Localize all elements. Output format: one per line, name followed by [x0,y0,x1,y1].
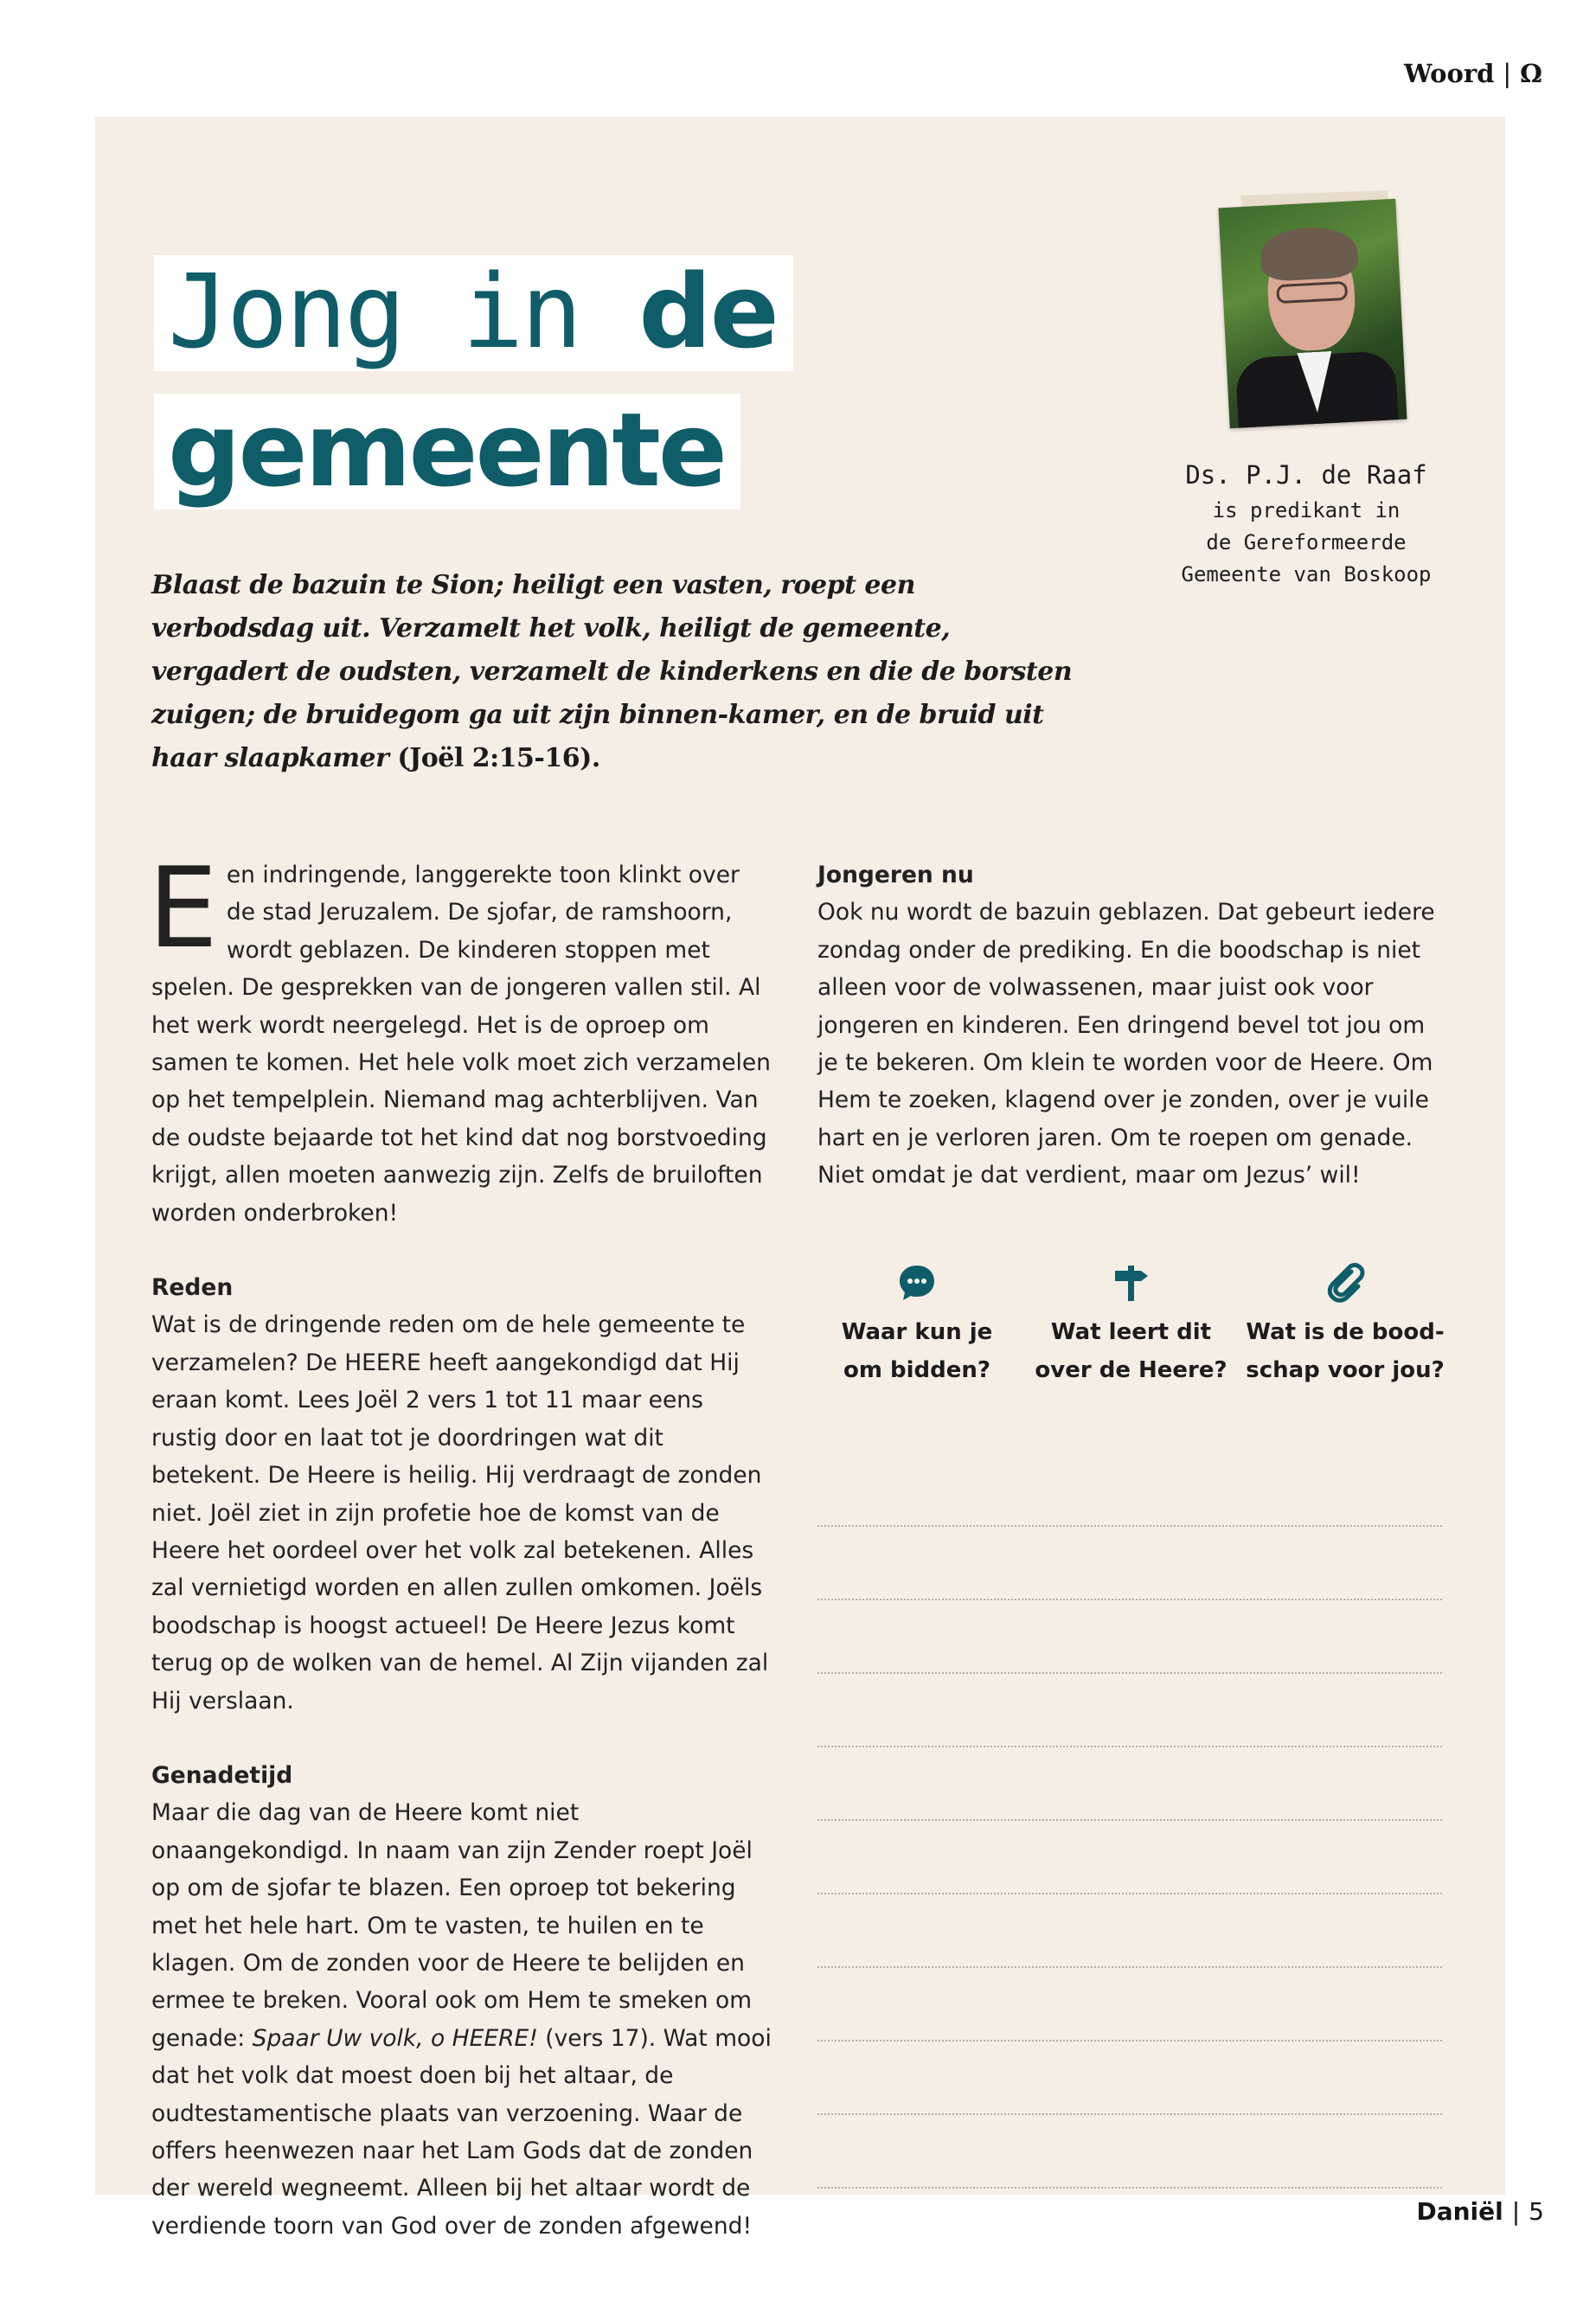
answer-line[interactable] [817,1527,1442,1600]
answer-line[interactable] [817,1674,1442,1747]
section-text: Maar die dag van de Heere komt niet onaangekondigd. In naam van zijn Zender roept Joël op om de sjofar te blazen. Een oproep tot bekering met het hele hart. Om te vasten, te huilen en te klagen. Om de zonden voor de Heere te belijden en ermee te breken. Vooral ook om Hem te smeken om genade: Spaar Uw volk, o HEERE! (vers 17). Wat mooi dat het volk dat moest doen bij het altaar, de oudtestamentische plaats van verzoening. Waar de offers heenwezen naar het Lam Gods dat de zonden der wereld wegneemt. Alleen bij het altaar wordt de verdiende toorn van God over de zonden afgewend! [151,1799,772,2240]
reflection-questions [817,1263,1445,1389]
author-name: Ds. P.J. de Raaf [1185,460,1427,490]
left-column [148,844,774,2245]
answer-line[interactable] [817,1747,1442,1821]
author-bio [1159,460,1453,591]
section-genadetijd [151,1757,774,2245]
section-heading: Genadetijd [151,1761,293,1789]
answer-line[interactable] [817,1453,1442,1527]
question-item [1032,1263,1231,1389]
section-reden [151,1269,774,1720]
answer-line[interactable] [817,1821,1442,1894]
section-text: Ook nu wordt de bazuin geblazen. Dat gebeurt iedere zondag onder de prediking. En die boodschap is niet alleen voor de volwassenen, maar juist ook voor jongeren en kinderen. Een dringend bevel tot jou om je te bekeren. Om klein te worden voor de Heere. Om Hem te zoeken, klagend over je zonden, over je vuile hart en je verloren jaren. Om te roepen om genade. Niet omdat je dat verdient, maar om Jezus’ wil! [817,899,1435,1189]
drop-cap: E [148,844,218,973]
section-jongeren [817,856,1449,1195]
author-bio-line: is predikant in [1212,498,1401,522]
answer-line[interactable] [817,1968,1442,2041]
header-separator: | [1503,59,1512,88]
lead-quote [151,564,1086,780]
intro-paragraph: Een indringende, langgerekte toon klinkt over de stad Jeruzalem. De sjofar, de ramshoorn, wordt geblazen. De kinderen stoppen met spelen. De gesprekken van de jongeren vallen stil. Al het werk wordt neergelegd. Het is de oproep om samen te komen. Het hele volk moet zich verzamelen op het tempelplein. Niemand mag achterblijven. Van de oudste bejaarde tot het kind dat nog borstvoeding krijgt, allen moeten aanwezig zijn. Zelfs de bruiloften worden onderbroken! [148,844,771,1227]
author-photo [1224,203,1406,433]
author-bio-line: Gemeente van Boskoop [1181,562,1432,586]
question-item [1246,1263,1445,1389]
question-line: Wat is de bood- [1246,1319,1445,1345]
section-heading: Jongeren nu [817,862,974,888]
bible-quote: Blaast de bazuin te Sion; heiligt een vasten, roept een verbodsdag uit. Verzamelt het volk, heiligt de gemeente, vergadert de oudsten, verzamelt de kinderkens en die de borsten zuigen; de bruidegom ga uit zijn binnen-kamer, en de bruid uit haar slaapkamer [151,570,1073,773]
answer-lines [817,1453,1442,2189]
speech-bubble-icon [897,1263,937,1303]
answer-line[interactable] [817,1600,1442,1674]
author-bio-line: de Gereformeerde [1206,530,1407,554]
footer-separator: | [1511,2197,1521,2226]
quoted-verse: Spaar Uw volk, o HEERE! [252,2024,538,2052]
section-text: Wat is de dringende reden om de hele gemeente te verzamelen? De HEERE heeft aangekondigd dat Hij eraan komt. Lees Joël 2 vers 1 tot 11 maar eens rustig door en laat tot je doordringen wat dit betekent. De Heere is heilig. Hij verdraagt de zonden niet. Joël ziet in zijn profetie hoe de komst van de Heere het oordeel over het volk zal betekenen. Alles zal vernietigd worden en allen zullen omkomen. Joëls boodschap is hoogst actueel! De Heere Jezus komt terug op de wolken van de hemel. Al Zijn vijanden zal Hij verslaan. [151,1311,769,1715]
paperclip-icon [1325,1263,1365,1303]
page-footer [1416,2197,1544,2226]
omega-logo-icon: Ω [1520,59,1542,88]
question-line: schap voor jou? [1246,1357,1445,1383]
question-line: Wat leert dit [1050,1319,1212,1345]
title-line-1: Jong in de [154,255,793,371]
question-line: Waar kun je [841,1319,993,1345]
section-header [1404,59,1542,88]
section-heading: Reden [151,1274,234,1302]
bible-reference: (Joël 2:15-16). [397,743,600,773]
signpost-icon [1112,1263,1151,1303]
question-line: over de Heere? [1035,1357,1227,1383]
question-item [817,1263,1016,1389]
title-line-2: gemeente [154,394,740,510]
portrait-image [1218,199,1407,428]
right-column [817,856,1449,1195]
answer-line[interactable] [817,1894,1442,1968]
magazine-name: Daniël [1416,2197,1503,2226]
answer-line[interactable] [817,2115,1442,2189]
page-title [154,252,793,510]
question-line: om bidden? [843,1357,990,1383]
answer-line[interactable] [817,2041,1442,2115]
section-name: Woord [1403,59,1495,88]
page-number: 5 [1529,2197,1544,2226]
